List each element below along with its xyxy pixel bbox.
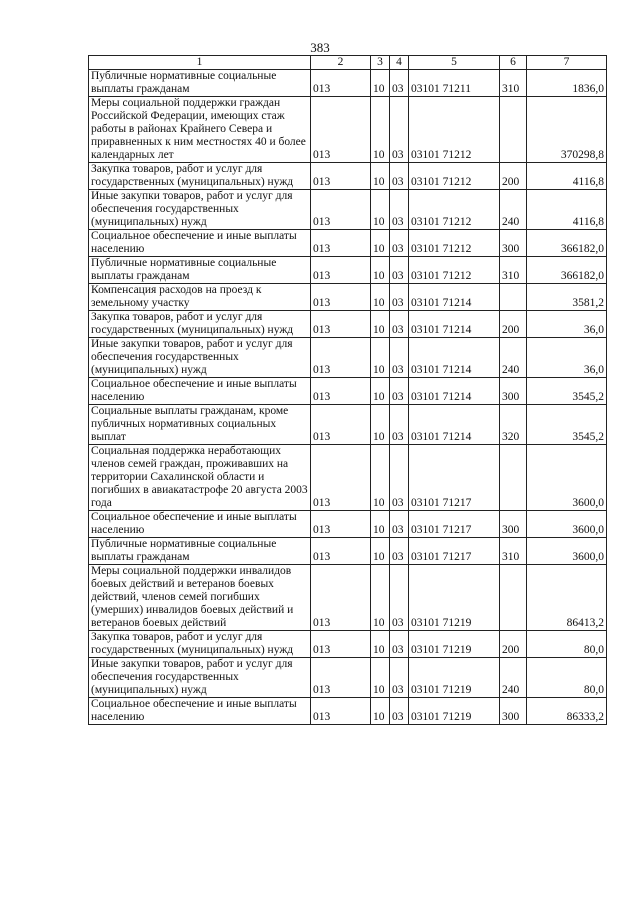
header-col-3: 3 <box>371 56 390 70</box>
row-amount: 3600,0 <box>527 445 607 511</box>
row-section-code: 10 <box>371 405 390 445</box>
row-name: Иные закупки товаров, работ и услуг для обеспечения государственных (муниципальных) нужд <box>89 338 311 378</box>
row-section-code: 10 <box>371 311 390 338</box>
row-subsection-code: 03 <box>390 565 409 631</box>
row-subsection-code: 03 <box>390 658 409 698</box>
table-row <box>89 405 607 445</box>
row-ministry-code: 013 <box>311 97 371 163</box>
budget-table <box>88 55 607 725</box>
table-row <box>89 163 607 190</box>
row-section-code: 10 <box>371 511 390 538</box>
row-ministry-code: 013 <box>311 257 371 284</box>
row-target-code: 03101 71219 <box>409 631 500 658</box>
row-section-code: 10 <box>371 658 390 698</box>
row-expense-type-code: 310 <box>500 70 527 97</box>
row-ministry-code: 013 <box>311 163 371 190</box>
row-name: Социальная поддержка неработающих членов семей граждан, проживавших на территории Сахалинской области и погибших в авиакатастрофе 20 августа 2003 года <box>89 445 311 511</box>
row-name: Публичные нормативные социальные выплаты гражданам <box>89 70 311 97</box>
row-amount: 3581,2 <box>527 284 607 311</box>
row-expense-type-code: 240 <box>500 190 527 230</box>
table-row <box>89 230 607 257</box>
table-row <box>89 338 607 378</box>
row-name: Публичные нормативные социальные выплаты гражданам <box>89 257 311 284</box>
row-expense-type-code <box>500 284 527 311</box>
row-name: Публичные нормативные социальные выплаты гражданам <box>89 538 311 565</box>
row-target-code: 03101 71211 <box>409 70 500 97</box>
row-expense-type-code: 200 <box>500 163 527 190</box>
row-subsection-code: 03 <box>390 405 409 445</box>
table-row <box>89 565 607 631</box>
row-expense-type-code <box>500 565 527 631</box>
row-expense-type-code: 300 <box>500 230 527 257</box>
row-ministry-code: 013 <box>311 311 371 338</box>
row-target-code: 03101 71212 <box>409 97 500 163</box>
header-col-1: 1 <box>89 56 311 70</box>
table-body <box>89 70 607 725</box>
row-subsection-code: 03 <box>390 70 409 97</box>
table-row <box>89 257 607 284</box>
row-subsection-code: 03 <box>390 97 409 163</box>
row-amount: 3545,2 <box>527 405 607 445</box>
row-section-code: 10 <box>371 163 390 190</box>
row-amount: 36,0 <box>527 338 607 378</box>
row-amount: 3600,0 <box>527 538 607 565</box>
header-row <box>89 56 607 70</box>
row-name: Закупка товаров, работ и услуг для государственных (муниципальных) нужд <box>89 311 311 338</box>
row-expense-type-code: 240 <box>500 338 527 378</box>
row-name: Меры социальной поддержки граждан Российской Федерации, имеющих стаж работы в районах Крайнего Севера и приравненных к ним местностях 40 и более календарных лет <box>89 97 311 163</box>
row-subsection-code: 03 <box>390 257 409 284</box>
row-ministry-code: 013 <box>311 445 371 511</box>
row-amount: 86413,2 <box>527 565 607 631</box>
row-amount: 3600,0 <box>527 511 607 538</box>
row-name: Закупка товаров, работ и услуг для государственных (муниципальных) нужд <box>89 631 311 658</box>
row-ministry-code: 013 <box>311 70 371 97</box>
row-amount: 370298,8 <box>527 97 607 163</box>
row-expense-type-code <box>500 97 527 163</box>
row-target-code: 03101 71212 <box>409 230 500 257</box>
row-ministry-code: 013 <box>311 631 371 658</box>
row-expense-type-code: 240 <box>500 658 527 698</box>
row-section-code: 10 <box>371 565 390 631</box>
row-section-code: 10 <box>371 698 390 725</box>
row-name: Социальное обеспечение и иные выплаты населению <box>89 378 311 405</box>
row-subsection-code: 03 <box>390 698 409 725</box>
row-amount: 80,0 <box>527 658 607 698</box>
row-amount: 366182,0 <box>527 257 607 284</box>
row-expense-type-code: 320 <box>500 405 527 445</box>
row-ministry-code: 013 <box>311 190 371 230</box>
row-amount: 3545,2 <box>527 378 607 405</box>
row-subsection-code: 03 <box>390 538 409 565</box>
page-number: 383 <box>310 40 330 55</box>
row-ministry-code: 013 <box>311 698 371 725</box>
row-section-code: 10 <box>371 538 390 565</box>
table-row <box>89 97 607 163</box>
row-subsection-code: 03 <box>390 445 409 511</box>
row-target-code: 03101 71212 <box>409 163 500 190</box>
row-subsection-code: 03 <box>390 338 409 378</box>
row-ministry-code: 013 <box>311 565 371 631</box>
row-target-code: 03101 71214 <box>409 284 500 311</box>
header-col-2: 2 <box>311 56 371 70</box>
row-section-code: 10 <box>371 631 390 658</box>
header-col-4: 4 <box>390 56 409 70</box>
table-row <box>89 378 607 405</box>
row-section-code: 10 <box>371 190 390 230</box>
row-ministry-code: 013 <box>311 284 371 311</box>
row-name: Меры социальной поддержки инвалидов боевых действий и ветеранов боевых действий, членов семей погибших (умерших) инвалидов боевых действий и ветеранов боевых действий <box>89 565 311 631</box>
row-subsection-code: 03 <box>390 163 409 190</box>
row-section-code: 10 <box>371 70 390 97</box>
row-subsection-code: 03 <box>390 511 409 538</box>
row-target-code: 03101 71217 <box>409 445 500 511</box>
row-subsection-code: 03 <box>390 311 409 338</box>
row-ministry-code: 013 <box>311 658 371 698</box>
row-target-code: 03101 71214 <box>409 338 500 378</box>
row-expense-type-code: 300 <box>500 698 527 725</box>
row-target-code: 03101 71214 <box>409 378 500 405</box>
row-amount: 1836,0 <box>527 70 607 97</box>
row-ministry-code: 013 <box>311 230 371 257</box>
table-row <box>89 311 607 338</box>
row-expense-type-code <box>500 445 527 511</box>
row-ministry-code: 013 <box>311 511 371 538</box>
row-subsection-code: 03 <box>390 284 409 311</box>
row-subsection-code: 03 <box>390 190 409 230</box>
row-target-code: 03101 71214 <box>409 405 500 445</box>
table-row <box>89 538 607 565</box>
row-expense-type-code: 200 <box>500 311 527 338</box>
row-target-code: 03101 71219 <box>409 658 500 698</box>
table-row <box>89 70 607 97</box>
table-row <box>89 658 607 698</box>
row-subsection-code: 03 <box>390 230 409 257</box>
row-name: Иные закупки товаров, работ и услуг для обеспечения государственных (муниципальных) нужд <box>89 658 311 698</box>
row-target-code: 03101 71212 <box>409 257 500 284</box>
row-target-code: 03101 71214 <box>409 311 500 338</box>
row-target-code: 03101 71212 <box>409 190 500 230</box>
row-section-code: 10 <box>371 257 390 284</box>
row-name: Закупка товаров, работ и услуг для государственных (муниципальных) нужд <box>89 163 311 190</box>
row-section-code: 10 <box>371 378 390 405</box>
table-row <box>89 698 607 725</box>
row-amount: 4116,8 <box>527 163 607 190</box>
row-amount: 4116,8 <box>527 190 607 230</box>
row-target-code: 03101 71217 <box>409 511 500 538</box>
header-col-6: 6 <box>500 56 527 70</box>
row-ministry-code: 013 <box>311 405 371 445</box>
row-name: Социальное обеспечение и иные выплаты населению <box>89 230 311 257</box>
row-ministry-code: 013 <box>311 378 371 405</box>
row-amount: 36,0 <box>527 311 607 338</box>
row-expense-type-code: 300 <box>500 511 527 538</box>
row-expense-type-code: 310 <box>500 257 527 284</box>
table-row <box>89 631 607 658</box>
header-col-7: 7 <box>527 56 607 70</box>
row-target-code: 03101 71217 <box>409 538 500 565</box>
row-name: Компенсация расходов на проезд к земельному участку <box>89 284 311 311</box>
table-row <box>89 190 607 230</box>
row-section-code: 10 <box>371 230 390 257</box>
row-target-code: 03101 71219 <box>409 565 500 631</box>
row-expense-type-code: 200 <box>500 631 527 658</box>
row-amount: 86333,2 <box>527 698 607 725</box>
row-amount: 80,0 <box>527 631 607 658</box>
row-amount: 366182,0 <box>527 230 607 257</box>
row-expense-type-code: 310 <box>500 538 527 565</box>
header-col-5: 5 <box>409 56 500 70</box>
row-section-code: 10 <box>371 445 390 511</box>
row-target-code: 03101 71219 <box>409 698 500 725</box>
table-row <box>89 284 607 311</box>
row-name: Социальное обеспечение и иные выплаты населению <box>89 698 311 725</box>
row-section-code: 10 <box>371 97 390 163</box>
row-section-code: 10 <box>371 284 390 311</box>
row-name: Социальное обеспечение и иные выплаты населению <box>89 511 311 538</box>
table-row <box>89 511 607 538</box>
row-name: Иные закупки товаров, работ и услуг для обеспечения государственных (муниципальных) нужд <box>89 190 311 230</box>
row-subsection-code: 03 <box>390 631 409 658</box>
table-row <box>89 445 607 511</box>
row-subsection-code: 03 <box>390 378 409 405</box>
row-ministry-code: 013 <box>311 338 371 378</box>
row-name: Социальные выплаты гражданам, кроме публичных нормативных социальных выплат <box>89 405 311 445</box>
row-section-code: 10 <box>371 338 390 378</box>
row-expense-type-code: 300 <box>500 378 527 405</box>
row-ministry-code: 013 <box>311 538 371 565</box>
